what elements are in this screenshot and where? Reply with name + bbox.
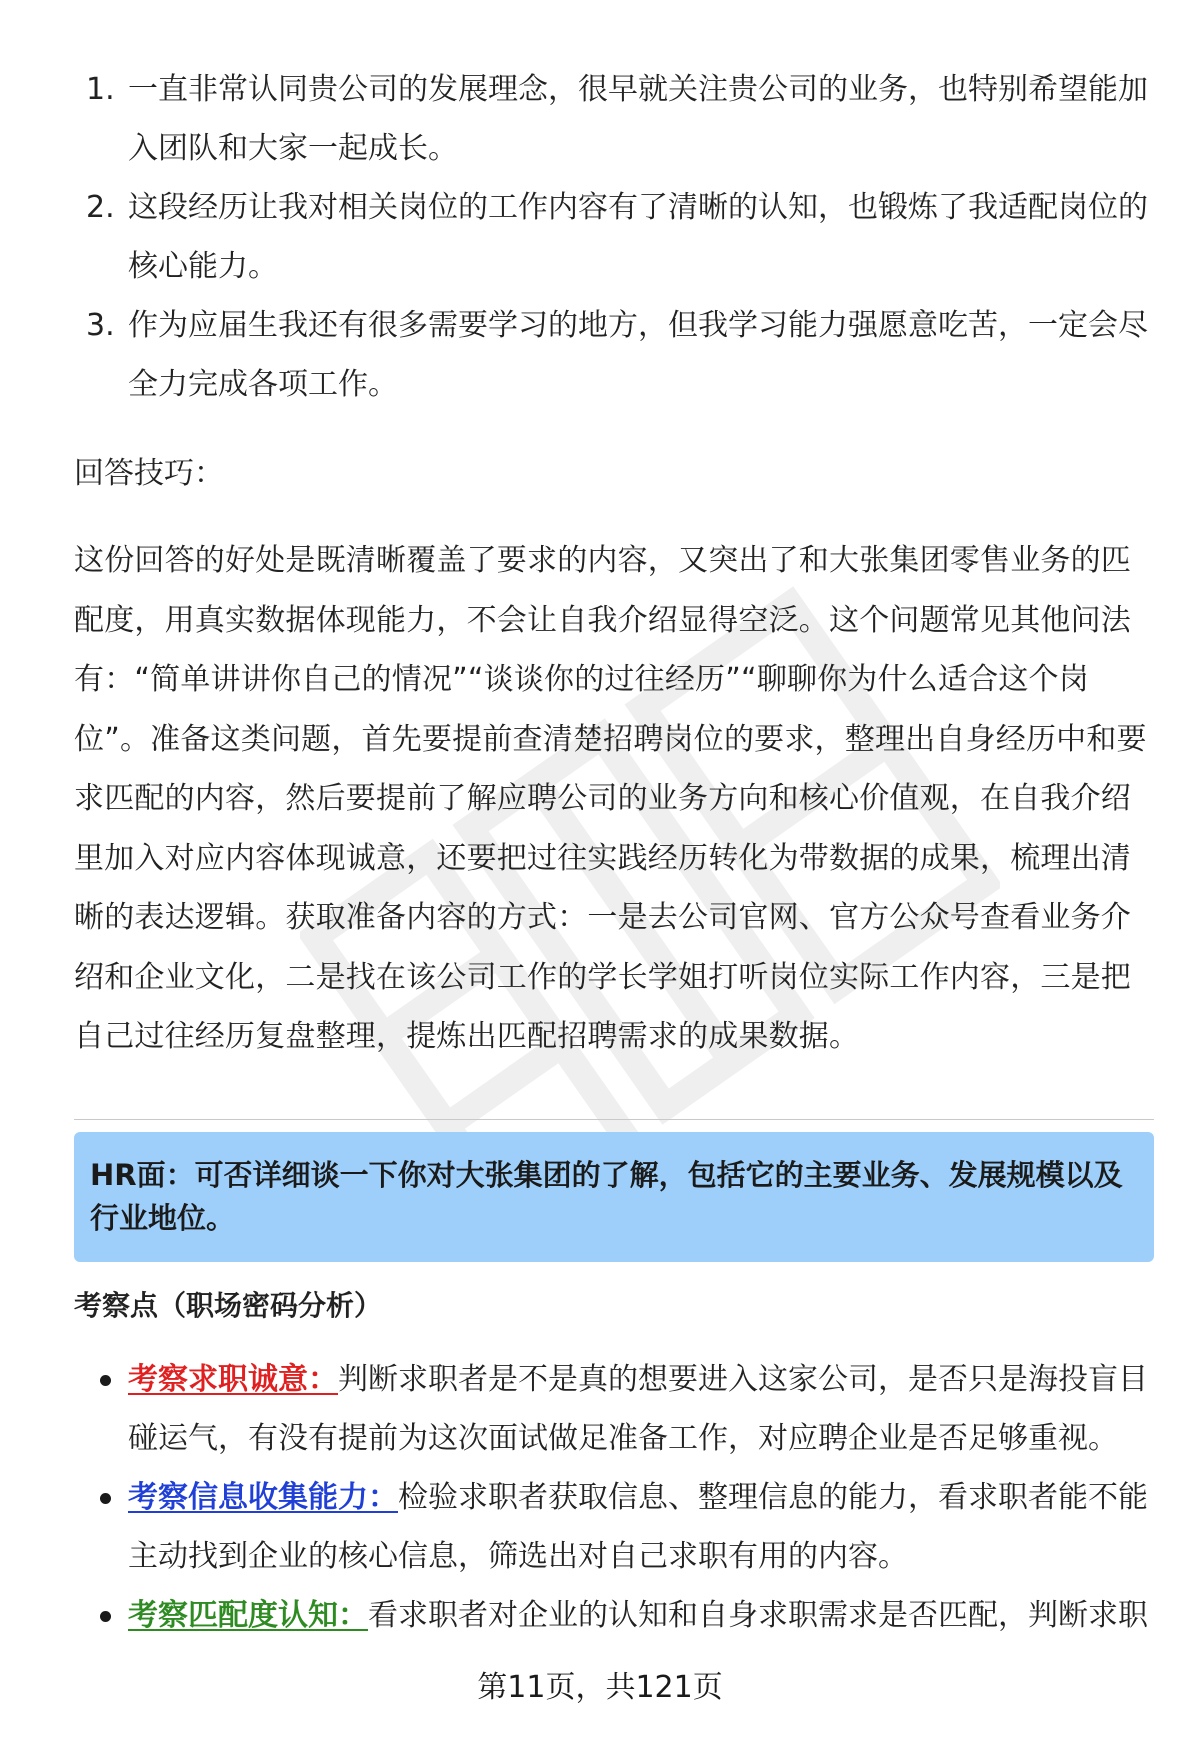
point-text: 看求职者对企业的认知和自身求职需求是否匹配，判断求职	[368, 1597, 1148, 1633]
tips-paragraph: 这份回答的好处是既清晰覆盖了要求的内容，又突出了和大张集团零售业务的匹配度，用真实数据体现能力，不会让自我介绍显得空泛。这个问题常见其他问法有：“简单讲讲你自己的情况”“谈谈你的过往经历”“聊聊你为什么适合这个岗位”。准备这类问题，首先要提前查清楚招聘岗位的要求，整理出自身经历中和要求匹配的内容，然后要提前了解应聘公司的业务方向和核心价值观，在自我介绍里加入对应内容体现诚意，还要把过往实践经历转化为带数据的成果，梳理出清晰的表达逻辑。获取准备内容的方式：一是去公司官网、官方公众号查看业务介绍和企业文化，二是找在该公司工作的学长学姐打听岗位实际工作内容，三是把自己过往经历复盘整理，提炼出匹配招聘需求的成果数据。	[74, 543, 1147, 1054]
hr-question-callout: HR面：可否详细谈一下你对大张集团的了解，包括它的主要业务、发展规模以及行业地位。	[74, 1132, 1154, 1262]
list-number: 2.	[86, 190, 115, 225]
list-number: 1.	[86, 72, 115, 107]
point-keyword: 考察求职诚意：	[128, 1361, 338, 1397]
bullet-icon	[100, 1611, 111, 1622]
list-number: 3.	[86, 308, 115, 343]
list-item	[74, 1586, 1154, 1645]
list-item-text: 这段经历让我对相关岗位的工作内容有了清晰的认知，也锻炼了我适配岗位的核心能力。	[128, 190, 1148, 284]
point-keyword: 考察匹配度认知：	[128, 1597, 368, 1633]
tips-heading: 回答技巧：	[74, 456, 224, 491]
point-text: 判断求职者是不是真的想要进入这家公司，是否只是海投盲目碰运气，有没有提前为这次面试做足准备工作，对应聘企业是否足够重视。	[128, 1361, 1148, 1456]
list-item	[74, 1468, 1154, 1586]
answer-list	[74, 60, 1154, 414]
list-item	[74, 296, 1154, 414]
assessment-points-list	[74, 1350, 1154, 1645]
list-item-text: 作为应届生我还有很多需要学习的地方，但我学习能力强愿意吃苦，一定会尽全力完成各项工作。	[128, 308, 1148, 402]
list-item	[74, 1350, 1154, 1468]
list-item	[74, 178, 1154, 296]
bullet-icon	[100, 1375, 111, 1386]
bullet-icon	[100, 1493, 111, 1504]
document-page	[74, 60, 1154, 1645]
section-title: 考察点（职场密码分析）	[74, 1288, 383, 1322]
list-item	[74, 60, 1154, 178]
list-item-text: 一直非常认同贵公司的发展理念，很早就关注贵公司的业务，也特别希望能加入团队和大家一起成长。	[128, 72, 1148, 166]
section-divider	[74, 1119, 1154, 1120]
point-keyword: 考察信息收集能力：	[128, 1479, 398, 1515]
page-number-footer: 第11页，共121页	[477, 1670, 723, 1705]
point-text: 检验求职者获取信息、整理信息的能力，看求职者能不能主动找到企业的核心信息，筛选出对自己求职有用的内容。	[128, 1479, 1148, 1574]
